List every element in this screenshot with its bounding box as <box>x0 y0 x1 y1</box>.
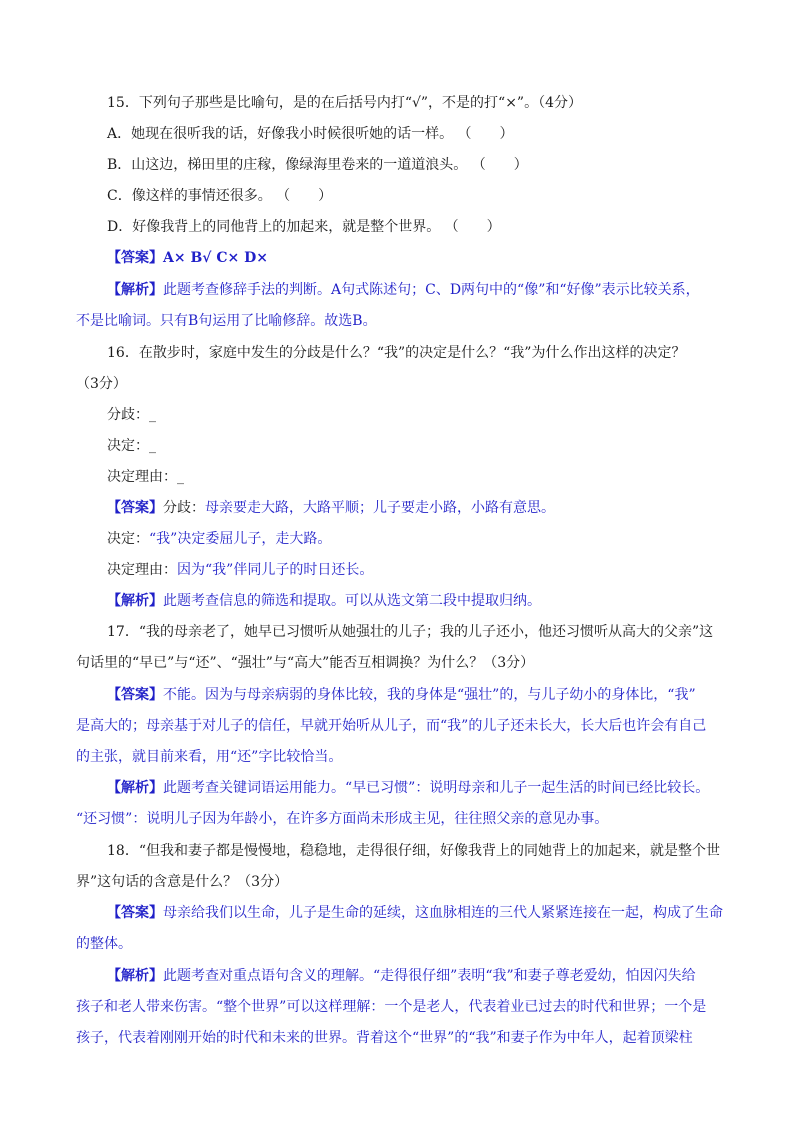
q18-analysis-text-1: 此题考查对重点语句含义的理解。“走得很仔细”表明“我”和妻子尊老爱幼，怕因闪失给 <box>163 968 696 984</box>
q18-answer-line-1 <box>107 903 723 923</box>
q17-answer-line-3: 的主张，就目前来看，用“还”字比较恰当。 <box>76 749 343 765</box>
analysis-tag: 【解析】 <box>107 593 163 609</box>
q16-answer-value-3: 因为“我”伴同儿子的时日还长。 <box>177 562 374 578</box>
q15-stem: 15．下列句子那些是比喻句，是的在后括号内打“√”，不是的打“×”。（4分） <box>107 95 583 111</box>
q15-option-a: A．她现在很听我的话，好像我小时候很听她的话一样。 （ ） <box>107 126 514 142</box>
analysis-tag: 【解析】 <box>107 282 163 298</box>
q17-analysis-line-1 <box>107 778 709 798</box>
q16-field-decision: 决定：_ <box>107 438 156 454</box>
q16-answer-label-1: 分歧： <box>163 500 205 516</box>
q16-answer-value-1: 母亲要走大路，大路平顺；儿子要走小路，小路有意思。 <box>205 500 555 516</box>
q15-answer <box>107 248 268 268</box>
q18-answer-line-2: 的整体。 <box>76 936 132 952</box>
q16-answer-line-2 <box>107 529 331 549</box>
answer-tag: 【答案】 <box>107 905 163 921</box>
q18-stem-line-1: 18．“但我和妻子都是慢慢地，稳稳地，走得很仔细，好像我背上的同她背上的加起来，就是整个世 <box>107 843 720 859</box>
q18-answer-text-1: 母亲给我们以生命，儿子是生命的延续，这血脉相连的三代人紧紧连接在一起，构成了生命 <box>163 905 723 921</box>
q16-answer-label-2: 决定： <box>107 531 149 547</box>
q16-answer-line-3 <box>107 560 373 580</box>
q17-analysis-text-1: 此题考查关键词语运用能力。“早已习惯”：说明母亲和儿子一起生活的时间已经比较长。 <box>163 780 710 796</box>
q18-stem-line-2: 界”这句话的含意是什么？（3分） <box>76 874 289 890</box>
q16-stem-line-2: （3分） <box>76 376 127 392</box>
answer-tag: 【答案】 <box>107 250 163 266</box>
q17-stem-line-2: 句话里的“早已”与“还”、“强壮”与“高大”能否互相调换？为什么？（3分） <box>76 655 535 671</box>
analysis-tag: 【解析】 <box>107 780 163 796</box>
analysis-tag: 【解析】 <box>107 968 163 984</box>
q15-answer-text: A× B√ C× D× <box>163 250 268 266</box>
q16-answer-value-2: “我”决定委屈儿子，走大路。 <box>149 531 332 547</box>
q16-answer-line-1 <box>107 498 555 518</box>
q15-analysis-line-2: 不是比喻词。只有B句运用了比喻修辞。故选B。 <box>76 313 377 329</box>
q17-analysis-line-2: “还习惯”：说明儿子因为年龄小，在许多方面尚未形成主见，往往照父亲的意见办事。 <box>76 811 609 827</box>
q16-analysis <box>107 591 541 611</box>
q16-stem-line-1: 16．在散步时，家庭中发生的分歧是什么？“我”的决定是什么？“我”为什么作出这样的决定？ <box>107 345 686 361</box>
q16-answer-label-3: 决定理由： <box>107 562 177 578</box>
q18-analysis-line-3: 孩子，代表着刚刚开始的时代和未来的世界。背着这个“世界”的“我”和妻子作为中年人，起着顶梁柱 <box>76 1030 693 1046</box>
q15-analysis-text-1: 此题考查修辞手法的判断。A句式陈述句；C、D两句中的“像”和“好像”表示比较关系， <box>163 282 700 298</box>
q18-analysis-line-2: 孩子和老人带来伤害。“整个世界”可以这样理解：一个是老人，代表着业已过去的时代和世界；一个是 <box>76 999 707 1015</box>
q15-option-d: D．好像我背上的同他背上的加起来，就是整个世界。 （ ） <box>107 219 501 235</box>
q17-answer-text-1: 不能。因为与母亲病弱的身体比较，我的身体是“强壮”的，与儿子幼小的身体比，“我” <box>163 687 696 703</box>
q18-analysis-line-1 <box>107 966 696 986</box>
q17-answer-line-2: 是高大的；母亲基于对儿子的信任，早就开始听从儿子，而“我”的儿子还未长大，长大后也许会有自己 <box>76 718 707 734</box>
q15-analysis-line-1 <box>107 280 700 300</box>
q17-stem-line-1: 17．“我的母亲老了，她早已习惯听从她强壮的儿子；我的儿子还小，他还习惯听从高大的父亲”这 <box>107 624 714 640</box>
q16-analysis-text: 此题考查信息的筛选和提取。可以从选文第二段中提取归纳。 <box>163 593 541 609</box>
answer-tag: 【答案】 <box>107 500 163 516</box>
q15-option-b: B．山这边，梯田里的庄稼，像绿海里卷来的一道道浪头。 （ ） <box>107 157 528 173</box>
q16-field-reason: 决定理由：_ <box>107 469 184 485</box>
q15-option-c: C．像这样的事情还很多。 （ ） <box>107 188 333 204</box>
q16-field-divergence: 分歧：_ <box>107 407 156 423</box>
answer-tag: 【答案】 <box>107 687 163 703</box>
q17-answer-line-1 <box>107 685 696 705</box>
